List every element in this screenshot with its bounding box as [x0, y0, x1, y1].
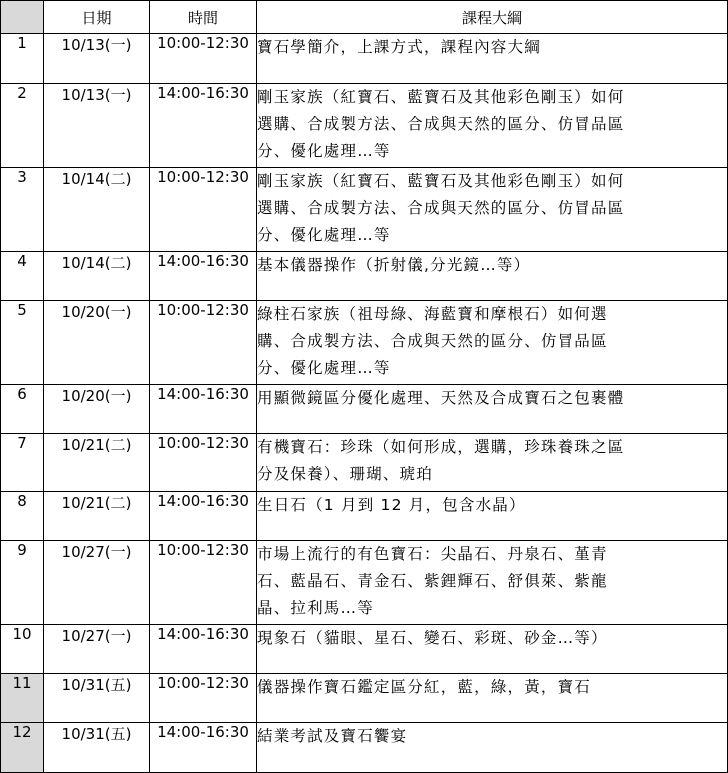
row-date: 10/20(一) — [44, 301, 150, 385]
row-number: 12 — [1, 723, 44, 773]
row-topic — [257, 84, 728, 168]
row-date: 10/13(一) — [44, 84, 150, 168]
row-topic — [257, 541, 728, 625]
row-number: 2 — [1, 84, 44, 168]
row-topic — [257, 34, 728, 84]
row-date: 10/14(二) — [44, 168, 150, 252]
table-row — [1, 723, 728, 773]
row-time: 10:00-12:30 — [150, 168, 257, 252]
row-number: 11 — [1, 674, 44, 723]
table-row — [1, 252, 728, 301]
topic-line: 市場上流行的有色寶石：尖晶石、丹泉石、堇青 — [257, 545, 608, 563]
row-number: 1 — [1, 34, 44, 84]
row-date: 10/14(二) — [44, 252, 150, 301]
topic-line: 石、藍晶石、青金石、紫鋰輝石、舒俱萊、紫龍 — [257, 572, 608, 590]
row-topic — [257, 723, 728, 773]
row-topic — [257, 434, 728, 492]
row-topic — [257, 625, 728, 674]
topic-line: 選購、合成製方法、合成與天然的區分、仿冒品區 — [257, 115, 625, 133]
row-number: 3 — [1, 168, 44, 252]
row-date: 10/21(二) — [44, 434, 150, 492]
row-time: 10:00-12:30 — [150, 541, 257, 625]
row-time: 10:00-12:30 — [150, 434, 257, 492]
table-row — [1, 168, 728, 252]
table-row — [1, 385, 728, 434]
row-number: 9 — [1, 541, 44, 625]
topic-line: 分、優化處理…等 — [257, 226, 391, 244]
row-date: 10/31(五) — [44, 723, 150, 773]
row-date: 10/20(一) — [44, 385, 150, 434]
topic-line: 晶、拉利馬…等 — [257, 599, 374, 617]
topic-line: 剛玉家族（紅寶石、藍寶石及其他彩色剛玉）如何 — [257, 172, 625, 190]
table-row — [1, 301, 728, 385]
row-time: 14:00-16:30 — [150, 625, 257, 674]
topic-line: 有機寶石：珍珠（如何形成，選購，珍珠養珠之區 — [257, 438, 625, 456]
topic-line: 分及保養）、珊瑚、琥珀 — [257, 465, 433, 483]
row-topic — [257, 168, 728, 252]
row-number: 4 — [1, 252, 44, 301]
row-time: 10:00-12:30 — [150, 674, 257, 723]
header-row — [1, 1, 728, 34]
row-topic — [257, 492, 728, 541]
header-date: 日期 — [44, 1, 150, 34]
table-row — [1, 434, 728, 492]
topic-line: 選購、合成製方法、合成與天然的區分、仿冒品區 — [257, 199, 625, 217]
header-number — [1, 1, 44, 34]
topic-line: 儀器操作寶石鑑定區分紅，藍，綠，黃，寶石 — [257, 678, 592, 696]
header-topic: 課程大綱 — [257, 1, 728, 34]
row-time: 14:00-16:30 — [150, 492, 257, 541]
table-row — [1, 492, 728, 541]
topic-line: 分、優化處理…等 — [257, 359, 391, 377]
topic-line: 用顯微鏡區分優化處理、天然及合成寶石之包裹體 — [257, 389, 625, 407]
table-row — [1, 625, 728, 674]
table-row — [1, 541, 728, 625]
row-date: 10/13(一) — [44, 34, 150, 84]
row-number: 10 — [1, 625, 44, 674]
row-number: 7 — [1, 434, 44, 492]
row-date: 10/27(一) — [44, 625, 150, 674]
row-date: 10/21(二) — [44, 492, 150, 541]
topic-line: 分、優化處理…等 — [257, 142, 391, 160]
table-row — [1, 84, 728, 168]
row-time: 10:00-12:30 — [150, 34, 257, 84]
row-topic — [257, 385, 728, 434]
row-topic — [257, 674, 728, 723]
row-time: 14:00-16:30 — [150, 385, 257, 434]
row-time: 14:00-16:30 — [150, 723, 257, 773]
row-date: 10/31(五) — [44, 674, 150, 723]
row-time: 14:00-16:30 — [150, 252, 257, 301]
topic-line: 生日石（1 月到 12 月，包含水晶） — [257, 496, 526, 514]
topic-line: 綠柱石家族（祖母綠、海藍寶和摩根石）如何選 — [257, 305, 608, 323]
row-number: 5 — [1, 301, 44, 385]
topic-line: 基本儀器操作（折射儀,分光鏡…等） — [257, 256, 531, 274]
row-time: 14:00-16:30 — [150, 84, 257, 168]
topic-line: 寶石學簡介，上課方式，課程內容大綱 — [257, 38, 541, 56]
table-row — [1, 34, 728, 84]
topic-line: 結業考試及寶石饗宴 — [257, 727, 408, 745]
row-topic — [257, 301, 728, 385]
header-time: 時間 — [150, 1, 257, 34]
topic-line: 購、合成製方法、合成與天然的區分、仿冒品區 — [257, 332, 608, 350]
row-date: 10/27(一) — [44, 541, 150, 625]
row-number: 6 — [1, 385, 44, 434]
topic-line: 剛玉家族（紅寶石、藍寶石及其他彩色剛玉）如何 — [257, 88, 625, 106]
table-row — [1, 674, 728, 723]
topic-line: 現象石（貓眼、星石、變石、彩斑、砂金…等） — [257, 629, 608, 647]
row-time: 10:00-12:30 — [150, 301, 257, 385]
row-topic — [257, 252, 728, 301]
row-number: 8 — [1, 492, 44, 541]
